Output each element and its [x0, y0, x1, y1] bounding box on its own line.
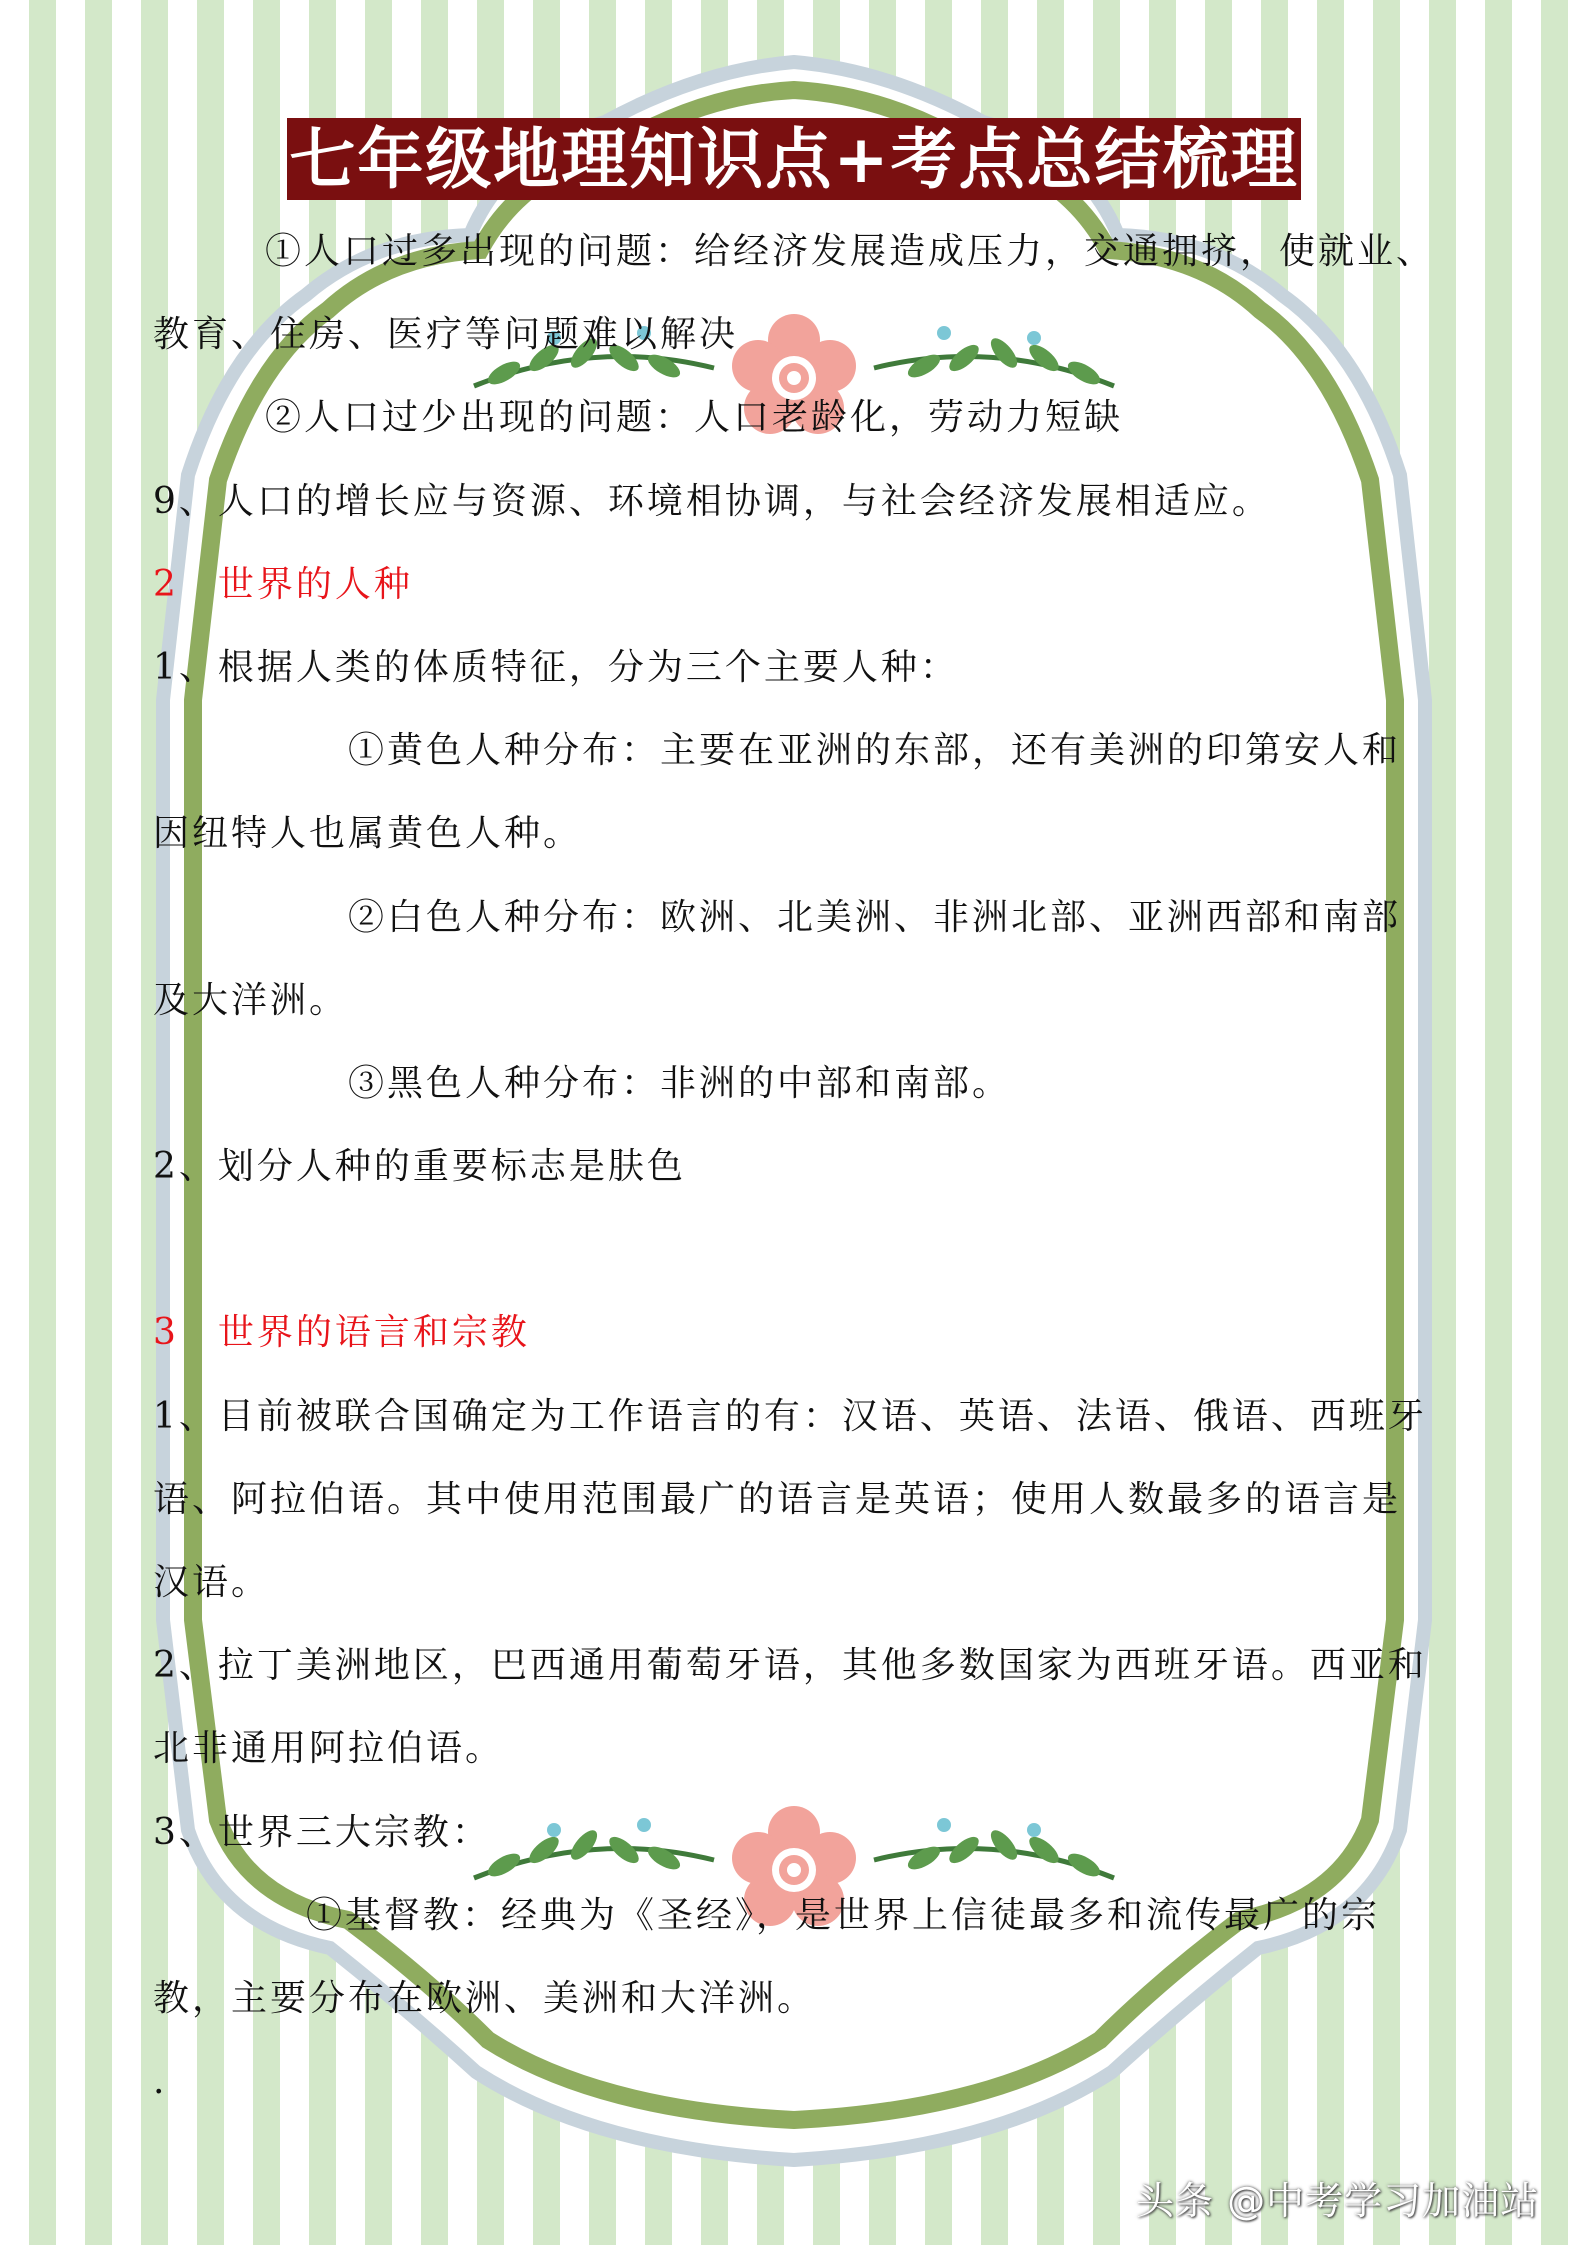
section-heading: 2 世界的人种: [153, 563, 413, 605]
text-line: 1、目前被联合国确定为工作语言的有：汉语、英语、法语、俄语、西班牙: [153, 1395, 1427, 1437]
text-line: ②人口过少出现的问题：人口老龄化，劳动力短缺: [265, 397, 1124, 439]
text-line: ①人口过多出现的问题：给经济发展造成压力，交通拥挤，使就业、: [265, 231, 1435, 272]
text-line: 1、根据人类的体质特征，分为三个主要人种：: [153, 646, 959, 688]
text-line: 汉语。: [153, 1562, 271, 1603]
text-line: 北非通用阿拉伯语。: [153, 1728, 505, 1770]
text-line: .: [153, 2061, 168, 2103]
text-line: 3、世界三大宗教：: [153, 1811, 491, 1853]
text-line: 2、拉丁美洲地区，巴西通用葡萄牙语，其他多数国家为西班牙语。西亚和: [153, 1645, 1427, 1687]
text-line: [153, 1220, 1435, 1303]
text-line: 2、划分人种的重要标志是肤色: [153, 1146, 686, 1188]
text-line: 及大洋洲。: [153, 979, 349, 1021]
text-line: 教，主要分布在欧洲、美洲和大洋洲。: [153, 1977, 817, 2019]
watermark: 头条 @中考学习加油站: [1136, 2179, 1540, 2223]
text-line: 因纽特人也属黄色人种。: [153, 813, 583, 855]
text-line: ①基督教：经典为《圣经》，是世界上信徒最多和流传最广的宗: [306, 1894, 1381, 1936]
page-title: 七年级地理知识点+考点总结梳理: [289, 120, 1299, 198]
document-body: [153, 222, 1435, 2135]
section-heading: 3 世界的语言和宗教: [153, 1312, 530, 1354]
text-line: 9、人口的增长应与资源、环境相协调，与社会经济发展相适应。: [153, 480, 1271, 522]
text-line: ①黄色人种分布：主要在亚洲的东部，还有美洲的印第安人和: [348, 730, 1402, 772]
text-line: ③黑色人种分布：非洲的中部和南部。: [348, 1062, 1012, 1104]
text-line: 教育、住房、医疗等问题难以解决: [153, 314, 739, 356]
page-title-banner: [287, 118, 1301, 200]
text-line: 语、阿拉伯语。其中使用范围最广的语言是英语；使用人数最多的语言是: [153, 1478, 1402, 1520]
text-line: ②白色人种分布：欧洲、北美洲、非洲北部、亚洲西部和南部: [348, 896, 1402, 938]
